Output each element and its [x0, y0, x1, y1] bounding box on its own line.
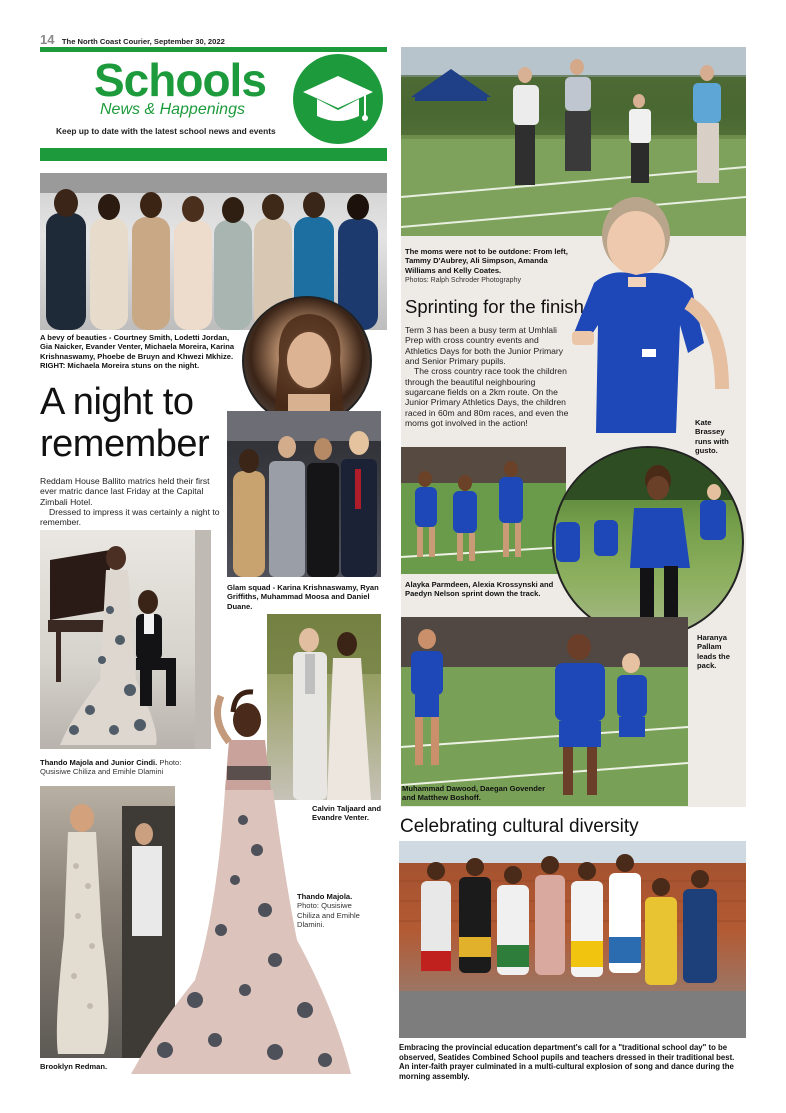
matric-para-2: Dressed to impress it was certainly a night to remember.: [40, 506, 220, 528]
glam-squad-photo: [227, 411, 381, 577]
sprint-para-1: Term 3 has been a busy term at Umhlali Prep with cross country events and Athletics Days for both the Junior Primary and Senior Primary pupils.: [405, 325, 564, 366]
masthead-bottom-rule: [40, 148, 387, 161]
brooklyn-caption: Brooklyn Redman.: [40, 1062, 108, 1071]
sprint-headline: Sprinting for the finish: [405, 296, 584, 317]
masthead-title: Schools: [94, 54, 266, 106]
group-caption-bold: A bevy of beauties - Courtney Smith, Lodetti Jordan, Gia Naicker, Evander Venter, Michaela Moreira, Karina Krishnaswamy, Phoebe de Bruyn and Khwezi Mkhize.: [40, 333, 235, 361]
alayka-race-photo: [401, 447, 566, 574]
matric-headline: [40, 382, 240, 466]
matric-headline-line1: A night to: [40, 381, 194, 423]
masthead-tagline: Keep up to date with the latest school news and events: [56, 126, 276, 136]
masthead-subtitle: News & Happenings: [100, 101, 245, 118]
thando-piano-caption-bold: Thando Majola and Junior Cindi.: [40, 758, 158, 767]
kate-caption: Kate Brassey runs with gusto.: [695, 418, 729, 455]
haranya-caption: Haranya Pallam leads the pack.: [697, 633, 730, 670]
sprint-para-2: The cross country race took the children through the beautiful neighbouring sugarcane fields on a 2km route. On the Junior Primary Athletics Days, the children raced in 60m and 80m races, and even the moms got involved in the action!: [405, 366, 569, 428]
sprint-body: [405, 325, 573, 428]
culture-caption: Embracing the provincial education department's call for a "traditional school day" to be observed, Seatides Combined School pupils and teachers dressed in their traditional best. An inter-faith prayer culminated in a multi-cultural explosion of song and dance during the morning assembly.: [399, 1043, 735, 1081]
culture-headline: Celebrating cultural diversity: [400, 816, 639, 837]
haranya-circle-photo: [552, 446, 744, 638]
page-number: 14: [40, 32, 55, 47]
moms-caption-bold: The moms were not to be outdone: From left, Tammy D'Aubrey, Ali Simpson, Amanda Williams and Kelly Coates.: [405, 247, 568, 275]
graduation-cap-icon: [293, 54, 383, 144]
michaela-portrait-circle: [242, 296, 372, 426]
thando-piano-caption-credit: Photo: Qusisiwe Chiliza and Emihle Dlamini: [40, 758, 182, 777]
calvin-caption: Calvin Taljaard and Evandre Venter.: [312, 804, 382, 823]
muhammad-caption: Muhammad Dawood, Daegan Govender and Matthew Boshoff.: [402, 784, 546, 803]
matric-para-1: Reddam House Ballito matrics held their first ever matric dance last Friday at the Capital Zimbali Hotel.: [40, 476, 210, 507]
thando-caption: [297, 892, 375, 929]
group-caption: [40, 333, 238, 370]
thando-caption-bold: Thando Majola.: [297, 892, 353, 901]
muhammad-race-photo: [401, 617, 688, 806]
thando-gown-cutout: [125, 680, 355, 1078]
culture-group-photo: [399, 841, 746, 1038]
glam-caption: Glam squad - Karina Krishnaswamy, Ryan Griffiths, Muhammad Moosa and Daniel Duane.: [227, 583, 379, 611]
moms-caption: [405, 247, 572, 285]
masthead-cap-badge: [293, 54, 383, 144]
matric-headline-line2: remember: [40, 422, 210, 465]
matric-body: [40, 476, 222, 528]
group-caption-right: RIGHT: Michaela Moreira stuns on the night.: [40, 360, 200, 370]
alayka-caption: Alayka Parmdeen, Alexia Krossynski and Paedyn Nelson sprint down the track.: [405, 580, 554, 599]
kate-running-cutout: [572, 193, 730, 449]
thando-caption-credit: Photo: Qusisiwe Chiliza and Emihle Dlamini.: [297, 901, 360, 929]
moms-caption-credit: Photos: Ralph Schroder Photography: [405, 276, 521, 284]
masthead-top-rule: [40, 47, 387, 52]
publication-line: The North Coast Courier, September 30, 2022: [61, 37, 225, 46]
folio: [40, 31, 380, 45]
masthead: [40, 47, 387, 163]
